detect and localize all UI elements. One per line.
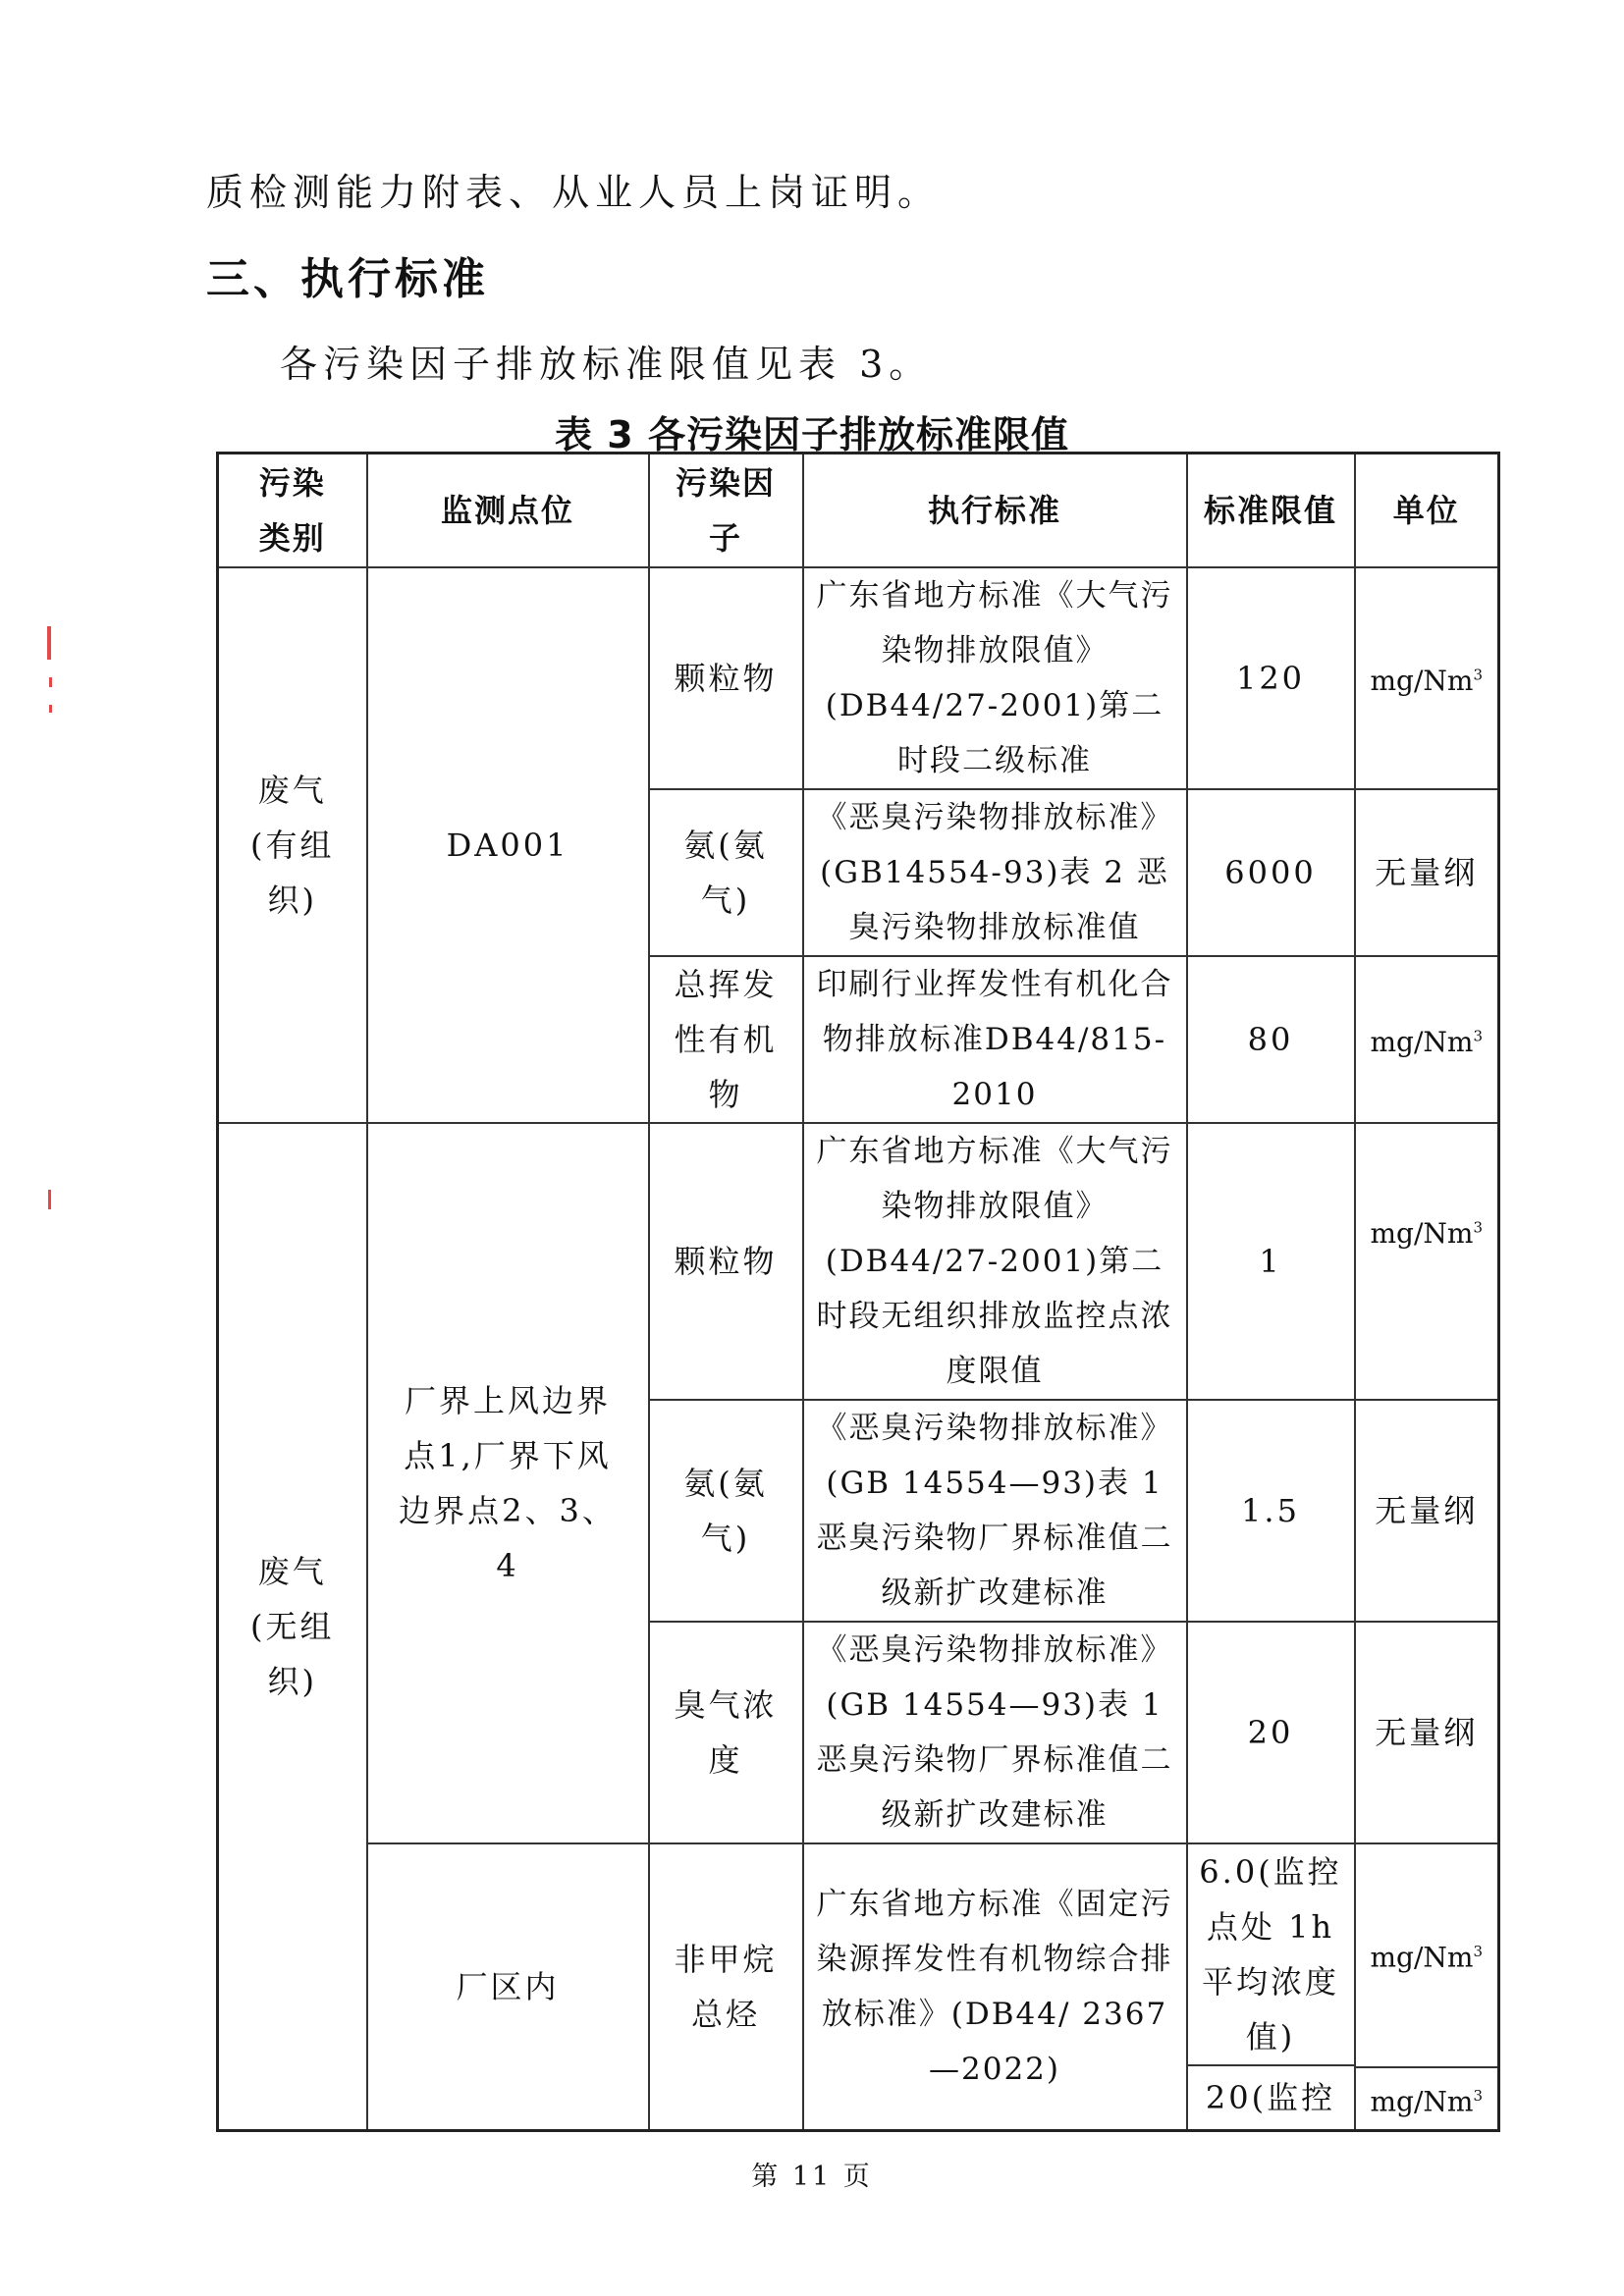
factor-cell: 总挥发性有机物 — [649, 956, 803, 1123]
unit-cell: 无量纲 — [1355, 789, 1499, 956]
unit-base: mg/Nm — [1370, 1025, 1474, 1058]
standard-cell: 广东省地方标准《大气污染物排放限值》(DB44/27-2001)第二时段无组织排放监控点浓度限值 — [803, 1123, 1187, 1400]
category-cell: 废气(无组织) — [218, 1123, 367, 2131]
unit-cell — [1355, 956, 1499, 1123]
unit-base: mg/Nm — [1370, 2084, 1474, 2117]
location-cell: 厂区内 — [367, 1843, 649, 2131]
factor-cell: 氨(氨气) — [649, 1400, 803, 1622]
unit-cell: 无量纲 — [1355, 1400, 1499, 1622]
factor-cell: 氨(氨气) — [649, 789, 803, 956]
table-row — [218, 1843, 1499, 2131]
emission-standards-table — [216, 452, 1500, 2132]
unit-cell: 无量纲 — [1355, 1622, 1499, 1843]
standard-cell: 广东省地方标准《大气污染物排放限值》(DB44/27-2001)第二时段二级标准 — [803, 567, 1187, 789]
header-limit: 标准限值 — [1187, 454, 1355, 567]
header-unit: 单位 — [1355, 454, 1499, 567]
standard-cell: 《恶臭污染物排放标准》(GB 14554—93)表 1 恶臭污染物厂界标准值二级新扩改建标准 — [803, 1400, 1187, 1622]
limit-cell: 6000 — [1187, 789, 1355, 956]
standard-cell: 广东省地方标准《固定污染源挥发性有机物综合排放标准》(DB44/ 2367—2022) — [803, 1843, 1187, 2131]
factor-cell: 臭气浓度 — [649, 1622, 803, 1843]
category-cell: 废气(有组织) — [218, 567, 367, 1123]
limit-cell: 80 — [1187, 956, 1355, 1123]
unit-base: mg/Nm — [1370, 1216, 1474, 1250]
table-row — [218, 1123, 1499, 1400]
table-row — [218, 567, 1499, 789]
unit-value-b — [1356, 2068, 1498, 2129]
scan-artifact — [47, 626, 51, 660]
unit-exponent: 3 — [1473, 2086, 1483, 2105]
continuation-text: 质检测能力附表、从业人员上岗证明。 — [206, 171, 942, 214]
unit-cell — [1355, 1123, 1499, 1400]
limit-value-b: 20(监控 — [1205, 2078, 1336, 2116]
unit-exponent: 3 — [1473, 1027, 1483, 1045]
limit-cell: 20 — [1187, 1622, 1355, 1843]
unit-base: mg/Nm — [1370, 1941, 1474, 1974]
limit-cell: 120 — [1187, 567, 1355, 789]
scan-artifact — [49, 677, 52, 687]
location-cell: DA001 — [367, 567, 649, 1123]
factor-cell: 颗粒物 — [649, 1123, 803, 1400]
intro-text: 各污染因子排放标准限值见表 3。 — [280, 343, 933, 386]
limit-cell: 1.5 — [1187, 1400, 1355, 1622]
unit-cell — [1355, 567, 1499, 789]
table-header-row — [218, 454, 1499, 567]
location-cell: 厂界上风边界点1,厂界下风边界点2、3、4 — [367, 1123, 649, 1843]
unit-value-a — [1356, 1844, 1498, 2068]
unit-exponent: 3 — [1473, 1943, 1483, 1961]
page-number: 第 11 页 — [751, 2162, 873, 2192]
unit-exponent: 3 — [1473, 666, 1483, 684]
scan-artifact — [48, 1190, 51, 1209]
header-location: 监测点位 — [367, 454, 649, 567]
limit-split-cell — [1187, 1843, 1355, 2131]
unit-split-cell — [1355, 1843, 1499, 2131]
factor-cell: 颗粒物 — [649, 567, 803, 789]
header-standard: 执行标准 — [803, 454, 1187, 567]
standard-cell: 印刷行业挥发性有机化合物排放标准DB44/815-2010 — [803, 956, 1187, 1123]
unit-base: mg/Nm — [1370, 664, 1474, 697]
limit-value-a: 6.0(监控点处 1h 平均浓度值) — [1188, 1844, 1354, 2066]
standard-cell: 《恶臭污染物排放标准》(GB 14554—93)表 1 恶臭污染物厂界标准值二级新扩改建标准 — [803, 1622, 1187, 1843]
unit-exponent: 3 — [1473, 1218, 1483, 1237]
limit-cell: 1 — [1187, 1123, 1355, 1400]
header-category: 污染类别 — [218, 454, 367, 567]
table-caption: 表 3 各污染因子排放标准限值 — [555, 413, 1069, 456]
scan-artifact — [49, 705, 52, 713]
factor-cell: 非甲烷总烃 — [649, 1843, 803, 2131]
header-factor: 污染因子 — [649, 454, 803, 567]
standard-cell: 《恶臭污染物排放标准》(GB14554-93)表 2 恶臭污染物排放标准值 — [803, 789, 1187, 956]
section-heading: 三、执行标准 — [206, 254, 489, 304]
